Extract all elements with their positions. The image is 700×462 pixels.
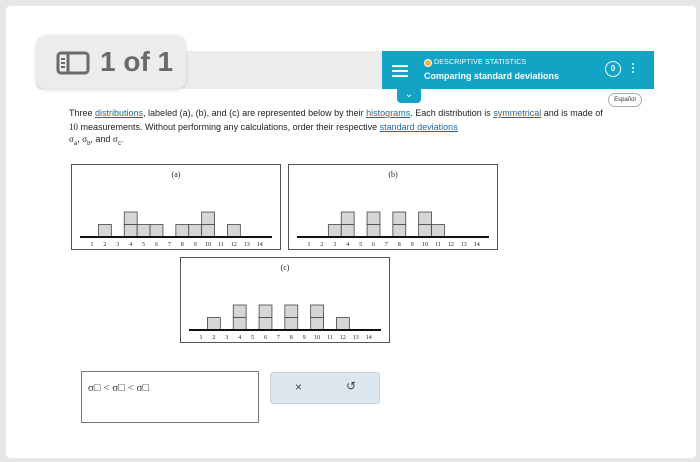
tick-label: 13 [352,335,359,341]
tick-label: 14 [256,242,263,248]
histogram-bar [233,318,246,331]
tick-label: 5 [142,242,146,248]
tick-label: 12 [447,242,454,248]
histogram-bar [233,305,246,318]
tick-label: 7 [167,242,171,248]
tick-label: 6 [264,335,267,341]
undo-button[interactable]: ↺ [346,379,357,393]
tick-label: 10 [422,242,429,248]
histogram-bar [98,225,111,238]
histogram-bar [367,225,380,238]
histogram-bar [341,212,354,225]
histogram-a [71,164,281,250]
histogram-bar [124,212,137,225]
histogram-label: (c) [280,263,290,272]
tick-label: 8 [397,242,401,248]
answer-expression: σ□ < σ□ < σ□ [88,382,150,394]
histogram-bar [328,225,341,238]
banner-topic: DESCRIPTIVE STATISTICS [434,59,527,66]
tick-label: 6 [372,242,375,248]
histogram-bar [419,225,432,238]
tick-label: 3 [333,242,337,248]
histogram-b [288,164,498,250]
link-symmetrical[interactable]: symmetrical [493,108,542,118]
histogram-bar [311,305,324,318]
tick-label: 7 [384,242,388,248]
problem-statement: Three distributions, labeled (a), (b), and (c) are represented below by their histograms. Each distribution is symmetrical and is made of 10 measurements. Without performing any calculations, order their respective standard deviations [69,108,603,132]
histogram-bar [124,225,137,238]
tick-label: 3 [116,242,120,248]
histogram-bar [189,225,202,238]
tick-label: 14 [473,242,480,248]
tick-label: 8 [180,242,184,248]
histogram-bar [227,225,240,238]
histogram-label: (a) [171,170,181,179]
clear-button[interactable]: × [295,380,303,394]
tick-label: 9 [410,242,414,248]
link-distributions[interactable]: distributions [95,108,144,118]
histogram-bar [207,318,220,331]
tick-label: 2 [212,335,216,341]
sigma-list: $\sigma_a$, $\sigma_b$, and $\sigma_c$. [69,134,124,147]
tick-label: 2 [103,242,107,248]
more-options-icon[interactable] [632,63,636,75]
histogram-bar [285,318,298,331]
collapse-banner-button[interactable] [397,89,421,103]
topic-banner [382,51,654,89]
histogram-bar [432,225,445,238]
page-indicator-label: 1 of 1 [100,46,174,77]
answer-input[interactable] [81,371,259,423]
tick-label: 6 [155,242,158,248]
tick-label: 5 [359,242,363,248]
histogram-bar [393,225,406,238]
histogram-bar [150,225,163,238]
tick-label: 11 [327,335,333,341]
tick-label: 7 [276,335,280,341]
tick-label: 8 [289,335,293,341]
tick-label: 14 [365,335,372,341]
tick-label: 2 [320,242,324,248]
histogram-bar [393,212,406,225]
page-indicator[interactable] [36,35,186,89]
tick-label: 10 [205,242,212,248]
tick-label: 12 [339,335,346,341]
tick-label: 10 [314,335,321,341]
tick-label: 1 [90,242,94,248]
histogram-bar [367,212,380,225]
chevron-down-icon: ⌄ [404,89,414,100]
tick-label: 9 [302,335,306,341]
histogram-bar [137,225,150,238]
histogram-c [180,257,390,343]
tick-label: 11 [435,242,441,248]
tick-label: 4 [129,242,133,248]
histogram-label: (b) [388,170,398,179]
sidebar-panel-icon [56,51,90,75]
tick-label: 11 [218,242,224,248]
histogram-svg [289,165,497,249]
tick-label: 12 [230,242,237,248]
histogram-bar [311,318,324,331]
tick-label: 3 [225,335,229,341]
histogram-bar [202,225,215,238]
histogram-bar [285,305,298,318]
banner-title: Comparing standard deviations [424,71,560,81]
histogram-bar [259,318,272,331]
histogram-svg [181,258,389,342]
score-badge[interactable]: 0 [605,61,621,77]
tick-label: 9 [193,242,197,248]
histogram-bar [176,225,189,238]
link-standard-deviations[interactable]: standard deviations [379,122,458,132]
histogram-bar [202,212,215,225]
hamburger-menu-icon[interactable] [392,62,408,78]
histogram-svg [72,165,280,249]
answer-tools [270,372,380,404]
histogram-bar [336,318,349,331]
histogram-bar [259,305,272,318]
tick-label: 4 [238,335,242,341]
language-toggle-button[interactable]: Español [608,93,642,107]
tick-label: 4 [346,242,350,248]
tick-label: 13 [460,242,467,248]
tick-label: 13 [243,242,250,248]
link-histograms[interactable]: histograms [366,108,411,118]
histogram-bar [419,212,432,225]
topic-status-dot [424,59,432,67]
tick-label: 1 [307,242,311,248]
tick-label: 5 [251,335,255,341]
tick-label: 1 [199,335,203,341]
histogram-bar [341,225,354,238]
